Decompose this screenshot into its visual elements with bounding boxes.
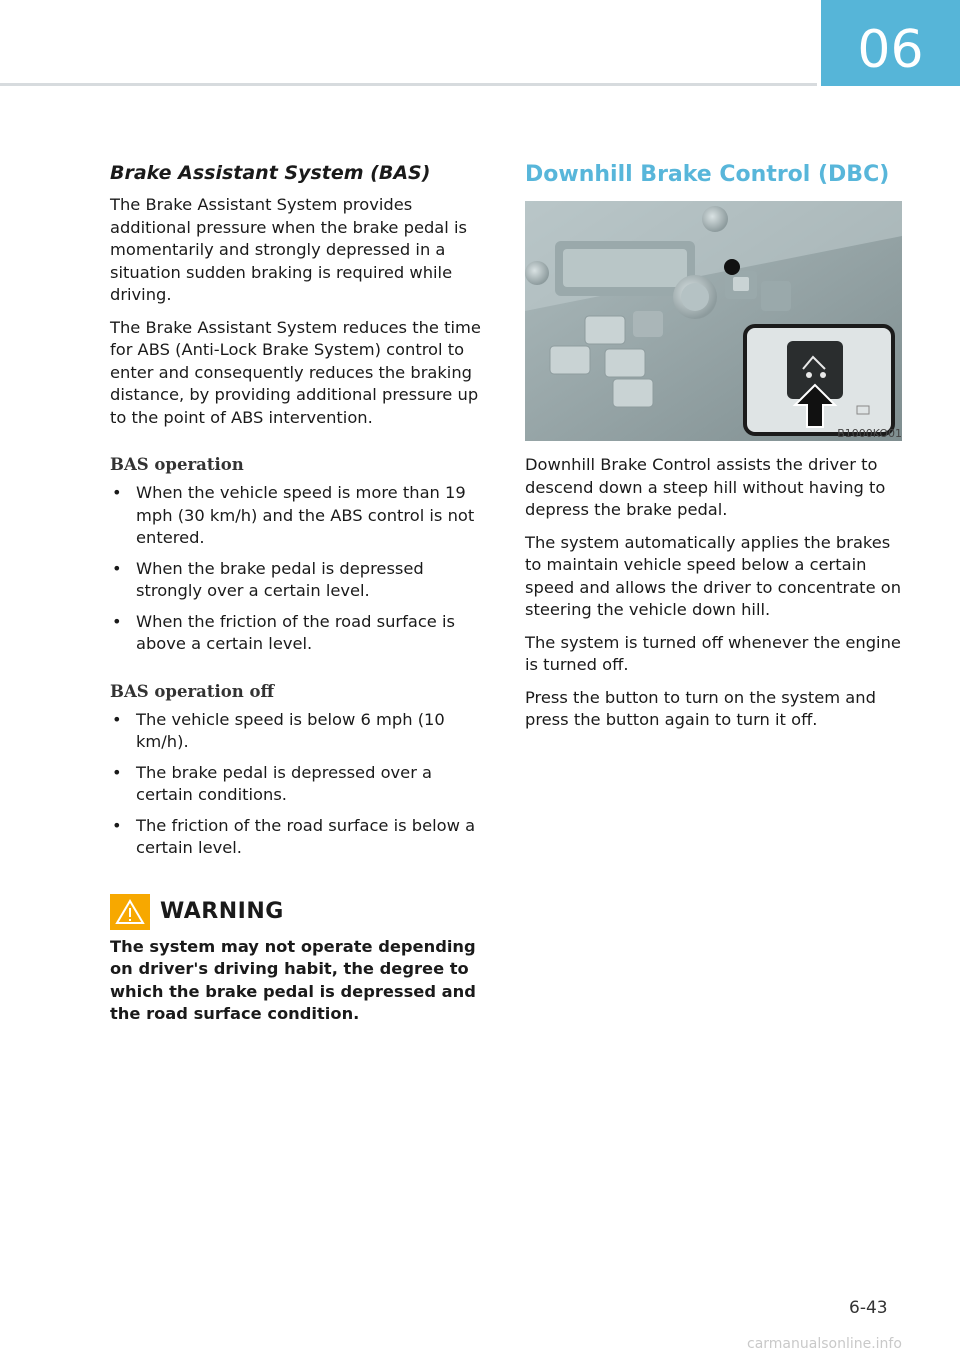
page-number: 6-43: [849, 1298, 888, 1318]
list-item: • When the vehicle speed is more than 19 mph (30 km/h) and the ABS control is not entered.: [112, 483, 475, 547]
bas-operation-off-heading: BAS operation off: [110, 681, 275, 701]
dbc-paragraph-1: Downhill Brake Control assists the driver to descend down a steep hill without having to depress the brake pedal.: [525, 455, 886, 519]
list-item: • When the brake pedal is depressed strongly over a certain level.: [112, 558, 424, 600]
bas-paragraph-2: The Brake Assistant System reduces the time for ABS (Anti-Lock Brake System) control to enter and consequently reduces the braking distance, by providing additional pressure up to the point of ABS intervention.: [110, 317, 481, 427]
chapter-tab: 06: [821, 0, 960, 86]
bas-operation-off-list: [110, 709, 490, 860]
bas-operation-list: [110, 482, 490, 656]
figure-id: B1000KO01: [837, 427, 902, 440]
bas-operation-heading: BAS operation: [110, 455, 244, 474]
warning-icon: [110, 894, 150, 930]
left-column: [110, 158, 490, 1026]
list-item: • The vehicle speed is below 6 mph (10 km/h).: [112, 709, 445, 751]
dbc-paragraph-4: Press the button to turn on the system and press the button again to turn it off.: [525, 687, 876, 729]
list-item: • The brake pedal is depressed over a certain conditions.: [112, 762, 433, 804]
warning-text: The system may not operate depending on driver's driving habit, the degree to which the brake pedal is depressed and the road surface condition.: [110, 936, 476, 1023]
header-rule: [0, 83, 817, 86]
warning-label: WARNING: [160, 899, 284, 924]
list-item: • The friction of the road surface is below a certain level.: [112, 815, 476, 857]
bas-paragraph-1: The Brake Assistant System provides additional pressure when the brake pedal is momentarily and strongly depressed in a situation sudden braking is required while driving.: [110, 195, 467, 304]
dbc-paragraph-3: The system is turned off whenever the engine is turned off.: [525, 632, 901, 674]
bas-title: Brake Assistant System (BAS): [110, 162, 431, 184]
dbc-paragraph-2: The system automatically applies the brakes to maintain vehicle speed below a certain speed and allows the driver to concentrate on steering the vehicle down hill.: [525, 532, 902, 619]
right-column: [525, 158, 905, 742]
dbc-button-photo: [525, 201, 902, 441]
warning-block: [110, 894, 490, 1026]
watermark: carmanualsonline.info: [747, 1336, 902, 1352]
list-item: • When the friction of the road surface is above a certain level.: [112, 611, 455, 653]
dbc-title: Downhill Brake Control (DBC): [525, 162, 890, 187]
